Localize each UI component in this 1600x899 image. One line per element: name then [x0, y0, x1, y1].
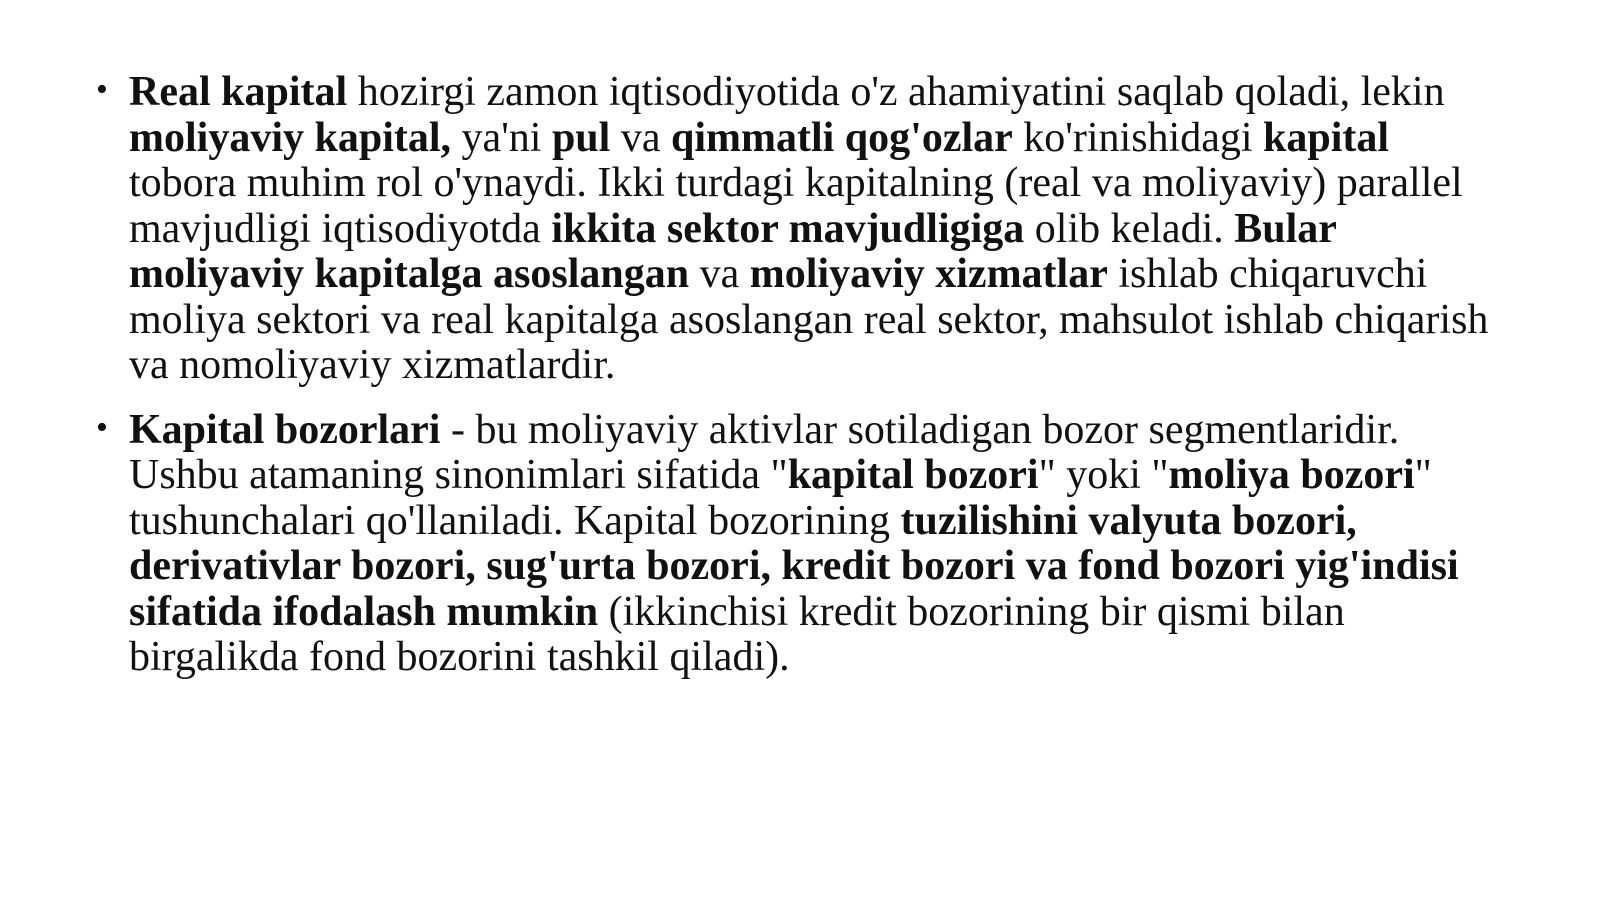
- text: va: [610, 114, 671, 161]
- text: tobora muhim rol o'ynaydi. Ikki turdagi kapitalning (real va moliyaviy) parallel mavjudligi iqtisodiyotda: [129, 160, 1463, 252]
- bullet-icon: •: [96, 408, 108, 446]
- bold-text: moliyaviy kapital,: [129, 114, 452, 161]
- bullet-text: [129, 69, 1488, 388]
- bold-text: kapital: [1263, 114, 1390, 161]
- bold-text: ikkita sektor mavjudligiga: [551, 205, 1025, 252]
- text: hozirgi zamon iqtisodiyotida o'z ahamiyatini saqlab qoladi, lekin: [347, 69, 1445, 115]
- text: " tushunchalari qo'llaniladi. Kapital bozorining: [129, 452, 1432, 544]
- bold-text: moliya bozori: [1168, 452, 1415, 498]
- bold-text: qimmatli qog'ozlar: [670, 114, 1013, 161]
- text: - bu moliyaviy aktivlar sotiladigan bozor segmentlaridir. Ushbu atamaning sinonimlari sifatida ": [129, 406, 1400, 498]
- bullet-list: [96, 70, 1496, 700]
- bold-text: moliyaviy xizmatlar: [749, 251, 1108, 297]
- bold-text: kapital bozori: [787, 452, 1039, 498]
- text: ko'rinishidagi: [1012, 114, 1264, 161]
- bullet-item-kapital-bozorlari: [96, 408, 1496, 681]
- text: ya'ni: [451, 114, 552, 161]
- bold-text: Kapital bozorlari: [129, 406, 441, 453]
- text: va: [689, 251, 750, 297]
- text: olib keladi.: [1024, 205, 1235, 252]
- bullet-item-real-kapital: [96, 70, 1496, 389]
- bullet-text: [129, 407, 1459, 681]
- text: " yoki ": [1038, 452, 1169, 498]
- bold-text: Real kapital: [129, 69, 348, 115]
- text: ishlab chiqaruvchi moliya sektori va real kapitalga asoslangan real sektor, mahsulot ishlab chiqarish va nomoliyaviy xizmatlardir.: [129, 251, 1489, 388]
- bullet-icon: •: [96, 71, 108, 108]
- bold-text: pul: [551, 114, 611, 161]
- text: (ikkinchisi kredit bozorining bir qismi bilan birgalikda fond bozorini tashkil qiladi).: [129, 588, 1345, 680]
- bold-text: Bular moliyaviy kapitalga asoslangan: [129, 205, 1337, 297]
- bold-text: tuzilishini valyuta bozori, derivativlar bozori, sug'urta bozori, kredit bozori va fond bozori yig'indisi sifatida ifodalash mumkin: [129, 497, 1459, 635]
